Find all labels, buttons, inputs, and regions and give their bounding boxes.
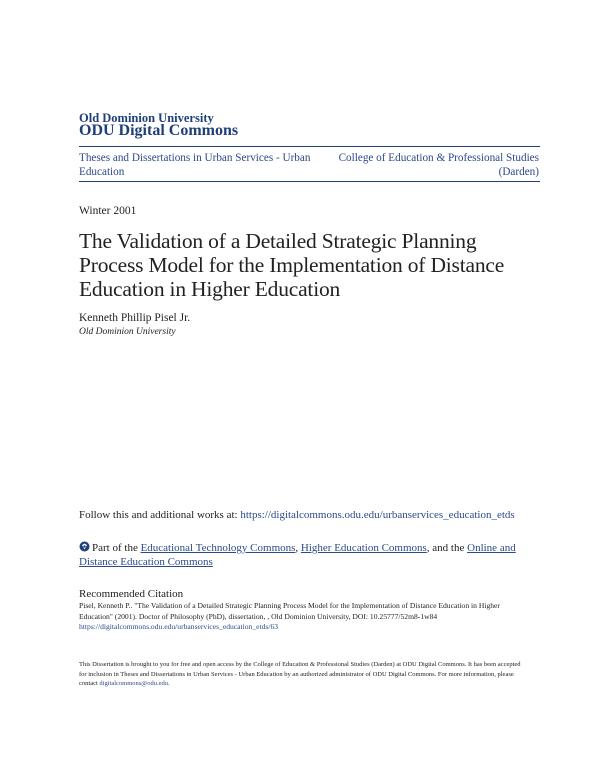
access-statement-text: This Dissertation is brought to you for free and open access by the College of Education & Professional Studies (Darden) at ODU Digital Commons. It has been accepted for inclusion in Theses and Dissertations in Urban Services - Urban Education by an authorized administrator of ODU Digital Commons. For more information, please contact — [79, 661, 521, 687]
access-statement — [79, 660, 524, 689]
follow-prefix: Follow this and additional works at: — [79, 509, 241, 521]
access-statement-end: . — [168, 680, 170, 687]
citation-url-link[interactable]: https://digitalcommons.odu.edu/urbanservices_education_etds/63 — [79, 622, 279, 631]
part-of-sep1: , — [295, 542, 301, 554]
recommended-citation-body — [79, 601, 524, 633]
document-title: The Validation of a Detailed Strategic Planning Process Model for the Implementation of Distance Education in Higher Education — [79, 229, 505, 301]
part-of-line — [79, 541, 519, 569]
citation-text: Pisel, Kenneth P.. "The Validation of a Detailed Strategic Planning Process Model for the Implementation of Distance Education in Higher Education" (2001). Doctor of Philosophy (PhD), dissertation, , Old Dominion University, DOI: 10.25777/52m8-1w84 — [79, 601, 500, 621]
educational-technology-commons-link[interactable]: Educational Technology Commons — [140, 542, 296, 554]
contact-email-link[interactable]: digitalcommons@odu.edu — [99, 680, 169, 687]
author-name: Kenneth Phillip Pisel Jr. — [79, 312, 191, 324]
publication-date: Winter 2001 — [79, 205, 137, 217]
divider-bottom — [79, 181, 540, 182]
collection-link-right[interactable]: College of Education & Professional Studies (Darden) — [338, 152, 539, 178]
network-icon — [79, 541, 90, 552]
follow-url-link[interactable]: https://digitalcommons.odu.edu/urbanservices_education_etds — [240, 509, 515, 521]
author-affiliation: Old Dominion University — [79, 327, 176, 337]
recommended-citation-heading: Recommended Citation — [79, 588, 184, 600]
university-name: Old Dominion University — [79, 111, 214, 125]
higher-education-commons-link[interactable]: Higher Education Commons — [300, 542, 427, 554]
collection-link-left[interactable]: Theses and Dissertations in Urban Services - Urban Education — [79, 152, 311, 178]
part-of-sep2: , and the — [426, 542, 468, 554]
online-distance-education-commons-link[interactable]: Online and Distance Education Commons — [79, 542, 516, 568]
follow-line — [79, 508, 519, 522]
repository-link[interactable]: ODU Digital Commons — [79, 122, 239, 139]
part-of-prefix: Part of the — [92, 542, 141, 554]
divider-top — [79, 146, 540, 147]
